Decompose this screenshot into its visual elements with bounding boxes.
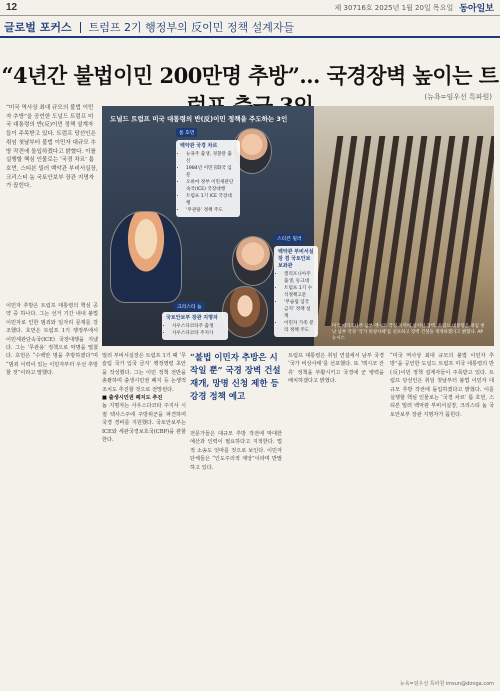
body-column-2-more: 놈 지명자는 사우스다코타 주지사 시절 텍사스주에 주방위군을 파견하며 국경 경비를 지원했다. 국토안보부는 ICE와 세관국경보호국(CBP)을 관할한다. — [102, 403, 186, 444]
section-title: 트럼프 2기 행정부의 反이민 정책 설계자들 — [88, 21, 295, 34]
subhead: ■ 출생시민권 폐지도 추진 — [102, 395, 163, 402]
miller-bullet: • ‘무슬림 입국 금지’ 정책 설계 — [284, 299, 314, 320]
noem-portrait — [222, 286, 268, 338]
issue-info: 제 30716호 2025년 1월 20일 목요일 — [334, 3, 454, 12]
border-fence-photo — [314, 106, 494, 346]
noem-name: 크리스티 놈 — [177, 305, 202, 310]
miller-name: 스티븐 밀러 — [277, 237, 302, 242]
body-column-2-text: 밀러 부비서실장은 트럼프 1기 때 ‘무슬림 국가 입국 금지’ 행정명령 초안을 작성했다. 그는 이민 정책 전반을 총괄하며 출생시민권 폐지 등 논쟁적 조치도 추진할 것으로 전망된다. — [102, 353, 186, 393]
noem-bullet: • 사우스다코타 주지사 — [172, 330, 224, 337]
homan-bullet: • 1984년 이민귀화국 입문 — [186, 165, 236, 179]
graphic-title: 도널드 트럼프 미국 대통령의 반(反)이민 정책을 주도하는 3인 — [110, 115, 288, 123]
body-column-5: “미국 역사상 최대 규모의 불법 이민자 추방”을 공언한 도널드 트럼프 미국 대통령의 반(反)이민 정책 설계자들이 주목받고 있다. 트럼프 당선인은 취임 첫날부터 불법 이민자 대규모 추방 작전에 돌입하겠다고 밝혔다. 이를 실행할 핵심 인물로는 ‘국경 차르’ 톰 호먼, 스티븐 밀러 백악관 부비서실장, 크리스티 놈 국토안보부 장관 지명자가 꼽힌다. — [390, 353, 494, 418]
miller-bullet: • 캘리포니아주 출생, 듀크대 — [284, 271, 314, 285]
noem-namecard — [174, 302, 205, 311]
pull-quote: “불법 이민자 추방은 시작일 뿐” 국경 장벽 건설 재개, 망명 신청 제한 등 강경 정책 예고 — [190, 353, 281, 402]
page-number: 12 — [6, 2, 18, 13]
section-tag: 글로벌 포커스 — [4, 21, 72, 34]
homan-bullet: • 트럼프 1기 ICE 국장대행 — [186, 193, 236, 207]
headline: “4년간 불법이민 200만명 추방”… 국경장벽 높이는 트 — [1, 63, 499, 88]
body-column-3: 전문가들은 대규모 추방 작전에 막대한 예산과 인력이 필요하다고 지적한다. 법적 소송도 잇따를 것으로 보인다. 이민자 단체들은 “인도주의적 재앙”이라며 반발하고 있다. — [190, 431, 282, 471]
homan-role: 백악관 국경 차르 — [180, 143, 218, 149]
noem-bullet: • 사우스다코타주 출생 — [172, 323, 224, 330]
trump-portrait — [110, 211, 182, 303]
main-photo-graphic — [102, 106, 494, 346]
body-column-1: 이민자 추방은 트럼프 대통령의 핵심 공약 중 하나다. 그는 선거 기간 내내 불법 이민자로 인한 범죄와 일자리 문제를 강조했다. 호먼은 트럼프 1기 행정부에서 이민세관단속국(ICE) 국장대행을 지냈다. 그는 ‘무관용’ 정책으로 악명을 떨쳤다. 호먼은 “수백만 명을 추방하겠다”며 “범죄 이력이 있는 이민자부터 우선 추방할 것”이라고 말했다. — [6, 303, 98, 377]
masthead-info — [335, 1, 494, 14]
section-banner — [0, 18, 500, 38]
miller-bullet: • 이민자 가족 분리 정책 주도 — [284, 320, 314, 334]
miller-portrait — [232, 236, 274, 286]
miller-namecard — [274, 234, 305, 243]
noem-infobox — [162, 312, 228, 340]
body-column-4: 트럼프 대통령은 취임 연설에서 남부 국경 ‘국가 비상사태’를 선포했다. 또 ‘멕시코 잔류’ 정책을 부활시키고 국경에 군 병력을 배치하겠다고 밝혔다. — [288, 353, 384, 385]
homan-bullet: • 뉴욕주 출생, 경찰관 출신 — [186, 151, 236, 165]
lead-paragraph: “미국 역사상 최대 규모의 불법 이민자 추방”을 공언한 도널드 트럼프 미국 대통령의 반(反)이민 정책 설계자들이 주목받고 있다. 트럼프 당선인은 취임 첫날부터 불법 이민자 대규모 추방 작전에 돌입하겠다고 밝혔다. 이를 실행할 핵심 인물로는 ‘국경 차르’ 톰 호먼, 스티븐 밀러 백악관 부비서실장, 크리스티 놈 국토안보부 장관 지명자가 꼽힌다. — [6, 105, 98, 190]
footer-credit: 뉴욕=임우선 특파원 imsun@donga.com — [399, 681, 494, 687]
brand-logo: 동아일보 — [459, 4, 494, 14]
section-divider — [80, 22, 81, 33]
byline: (뉴욕=임우선 특파원) — [424, 93, 492, 101]
miller-infobox — [274, 246, 318, 337]
miller-bullet: • 트럼프 1기 수석정책고문 — [284, 285, 314, 299]
homan-infobox — [176, 140, 240, 217]
body-column-2 — [102, 352, 186, 682]
homan-namecard — [176, 128, 197, 137]
homan-name: 톰 호먼 — [179, 131, 195, 136]
noem-role: 국토안보부 장관 지명자 — [166, 315, 218, 321]
top-bar — [0, 0, 500, 16]
fence-caption: 미국 애리조나주 남부 멕시코 국경 지역에 설치된 장벽. 트럼프 대통령은 취임 첫날 남부 국경 ‘국가 비상사태’를 선포하고 장벽 건설을 재개하겠다고 밝혔다. AP뉴시스 — [332, 324, 485, 341]
homan-bullet: • ‘무관용’ 정책 주도 — [186, 207, 236, 214]
homan-bullet: • 오바마 정부 이민세관단속국(ICE) 국장대행 — [186, 179, 236, 193]
miller-role: 백악관 부비서실장 겸 국토안보보좌관 — [278, 249, 314, 269]
